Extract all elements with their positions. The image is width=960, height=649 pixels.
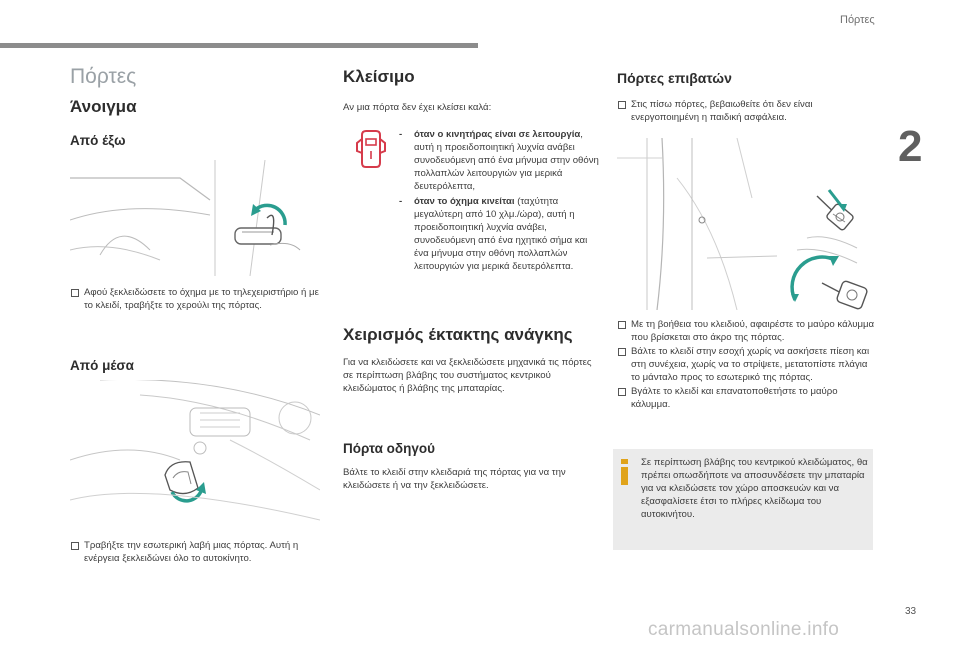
- from-inside-heading: Από μέσα: [70, 358, 134, 373]
- closing-item-vehicle-moving: - όταν το όχημα κινείται (ταχύτητα μεγαλύτερη από 10 χλμ./ώρα), αυτή η προειδοποιητική λυχνία ανάβει, συνοδευόμενη από ένα ηχητικό σήμα και ένα μήνυμα στην οθόνη πολλαπλών λειτουργιών για μερικά δευτερόλεπτα.: [397, 195, 602, 273]
- emergency-text: Για να κλειδώσετε και να ξεκλειδώσετε μηχανικά τις πόρτες σε περίπτωση βλάβης του συστήματος κεντρικού κλειδώματος ή βλάβης της μπαταρίας.: [343, 357, 592, 394]
- running-header: Πόρτες: [840, 14, 875, 26]
- procedure-step-3: Βγάλτε το κλειδί και επανατοποθετήστε το μαύρο κάλυμμα.: [617, 385, 875, 411]
- emergency-heading: Χειρισμός έκτακτης ανάγκης: [343, 325, 573, 344]
- info-text: Σε περίπτωση βλάβης του κεντρικού κλειδώματος, θα πρέπει οπωσδήποτε να αποσυνδέσετε την μπαταρία για να κλειδώσετε τον χώρο αποσκευών και να εξασφαλίσετε έτσι το πλήρες κλείδωμα του αυτοκινήτου.: [641, 457, 868, 520]
- from-inside-text: [70, 539, 325, 566]
- procedure-step-1: Με τη βοήθεια του κλειδιού, αφαιρέστε το μαύρο κάλυμμα που βρίσκεται στο άκρο της πόρτας.: [617, 318, 875, 344]
- info-icon: [620, 459, 629, 485]
- child-lock-text: [617, 98, 875, 125]
- passenger-door-lock-illustration: [617, 138, 875, 310]
- top-rule: [0, 43, 478, 48]
- chapter-number: 2: [898, 122, 923, 171]
- door-open-warning-icon: [356, 129, 386, 169]
- closing-item-engine-running: - όταν ο κινητήρας είναι σε λειτουργία, αυτή η προειδοποιητική λυχνία ανάβει συνοδευόμενη από ένα μήνυμα στην οθόνη πολλαπλών λειτουργιών για μερικά δευτερόλεπτα,: [397, 128, 602, 193]
- exterior-handle-illustration: [70, 160, 320, 276]
- watermark: carmanualsonline.info: [648, 619, 840, 640]
- interior-handle-illustration: [70, 380, 320, 528]
- from-outside-heading: Από έξω: [70, 133, 126, 148]
- page-number: 33: [905, 606, 917, 617]
- driver-door-heading: Πόρτα οδηγού: [343, 441, 435, 456]
- driver-door-text: Βάλτε το κλειδί στην κλειδαριά της πόρτας για να την κλειδώσετε ή να την ξεκλειδώσετε.: [343, 467, 566, 491]
- closing-heading: Κλείσιμο: [343, 67, 415, 86]
- closing-conditions: [397, 128, 602, 275]
- opening-heading: Άνοιγμα: [70, 97, 137, 116]
- passenger-doors-heading: Πόρτες επιβατών: [617, 70, 732, 86]
- procedure-step-2: Βάλτε το κλειδί στην εσοχή χωρίς να ασκήσετε πίεση και στη συνέχεια, χωρίς να το στρίψετε, μετατοπίστε πλάγια το μάνταλο προς το εσωτερικό της πόρτας.: [617, 345, 875, 384]
- bullet-item: Τραβήξτε την εσωτερική λαβή μιας πόρτας. Αυτή η ενέργεια ξεκλειδώνει όλο το αυτοκίνητο.: [70, 539, 325, 565]
- bullet-item: Στις πίσω πόρτες, βεβαιωθείτε ότι δεν είναι ενεργοποιημένη η παιδική ασφάλεια.: [617, 98, 875, 124]
- section-title: Πόρτες: [70, 65, 137, 88]
- from-outside-text: [70, 286, 325, 313]
- closing-intro: Αν μια πόρτα δεν έχει κλείσει καλά:: [343, 102, 492, 113]
- bullet-item: Αφού ξεκλειδώσετε το όχημα με το τηλεχειριστήριο ή με το κλειδί, τραβήξτε το χερούλι της πόρτας.: [70, 286, 325, 312]
- passenger-door-procedure: [617, 318, 875, 412]
